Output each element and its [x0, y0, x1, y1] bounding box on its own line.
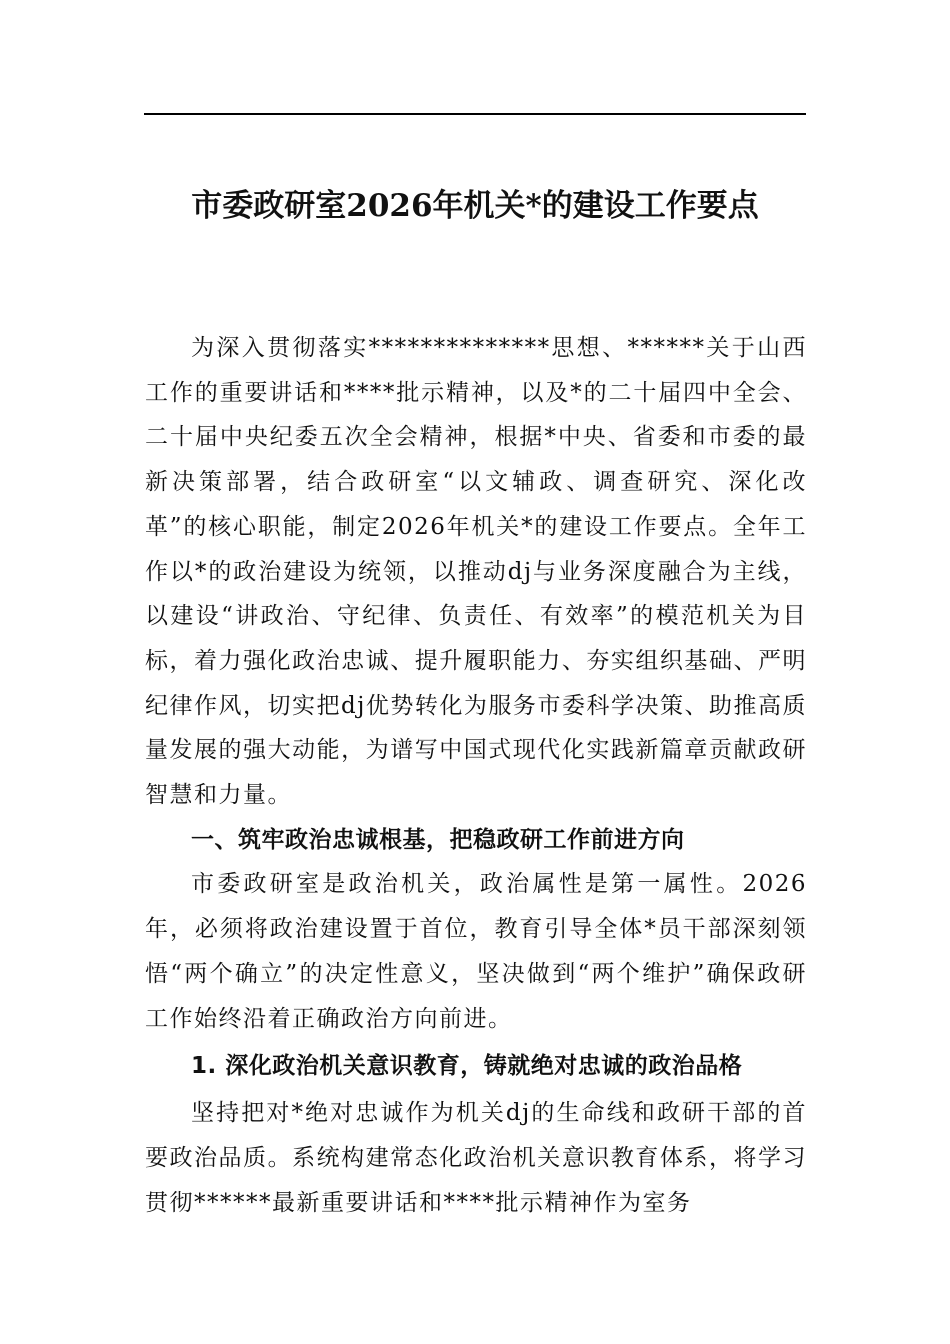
section-paragraph: 市委政研室是政治机关，政治属性是第一属性。2026年，必须将政治建设置于首位，教育引导全体*员干部深刻领悟“两个确立”的决定性意义，坚决做到“两个维护”确保政研工作始终沿着正确政治方向前进。 — [145, 871, 807, 1032]
section-heading: 一、筑牢政治忠诚根基，把稳政研工作前进方向 — [191, 826, 685, 853]
document-title: 市委政研室2026年机关*的建设工作要点 — [191, 188, 759, 224]
document-body — [145, 326, 807, 1225]
subsection-heading: 1. 深化政治机关意识教育，铸就绝对忠诚的政治品格 — [191, 1053, 743, 1080]
header-rule — [144, 113, 806, 115]
subsection-paragraph: 坚持把对*绝对忠诚作为机关dj的生命线和政研干部的首要政治品质。系统构建常态化政治机关意识教育体系，将学习贯彻******最新重要讲话和****批示精神作为室务 — [145, 1100, 807, 1216]
intro-paragraph: 为深入贯彻落实**************思想、******关于山西工作的重要讲话和****批示精神，以及*的二十届四中全会、二十届中央纪委五次全会精神，根据*中央、省委和市委的最新决策部署，结合政研室“以文辅政、调查研究、深化改革”的核心职能，制定2026年机关*的建设工作要点。全年工作以*的政治建设为统领，以推动dj与业务深度融合为主线，以建设“讲政治、守纪律、负责任、有效率”的模范机关为目标，着力强化政治忠诚、提升履职能力、夯实组织基础、严明纪律作风，切实把dj优势转化为服务市委科学决策、助推高质量发展的强大动能，为谱写中国式现代化实践新篇章贡献政研智慧和力量。 — [145, 335, 807, 809]
